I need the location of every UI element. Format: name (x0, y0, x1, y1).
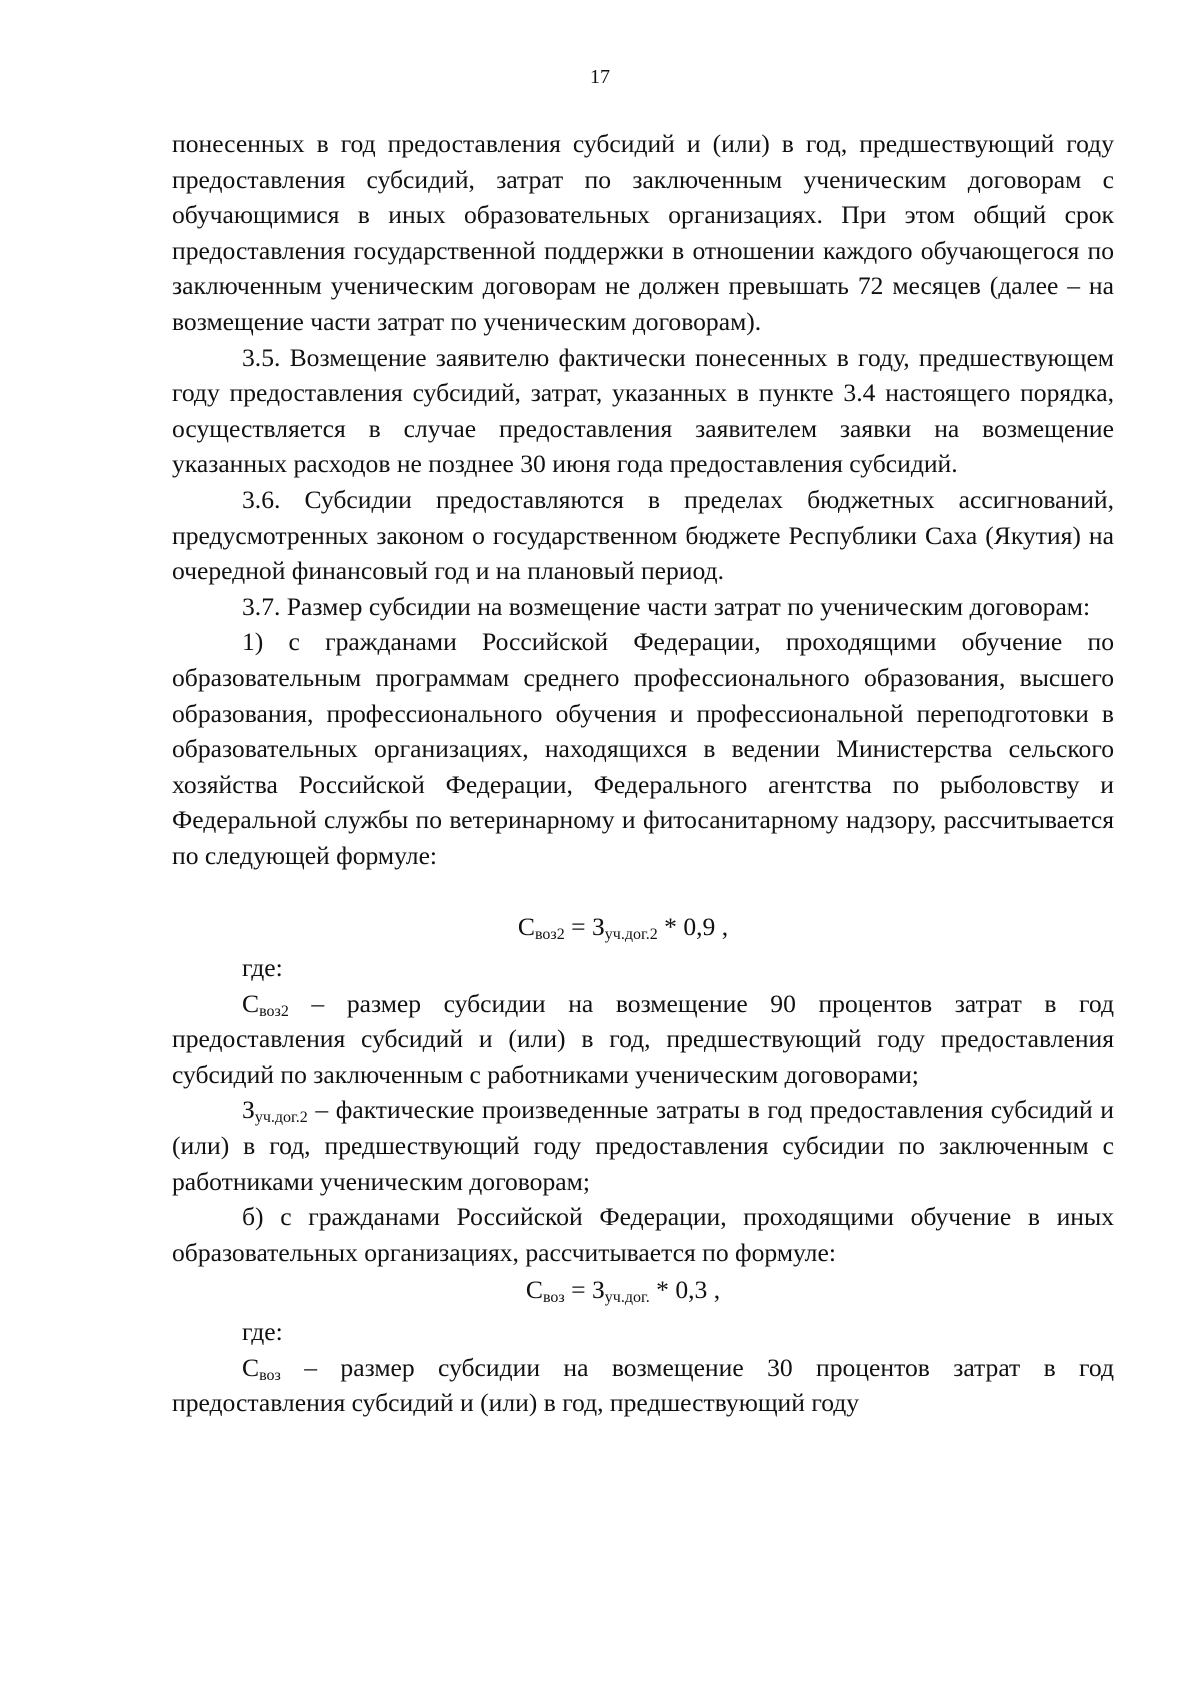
formula-2-c: С (525, 1275, 543, 1305)
formula-2-eq: = (564, 1275, 592, 1305)
formula-2-c-sub: воз (542, 1289, 565, 1307)
page-number: 17 (590, 66, 610, 88)
paragraph-item-1: 1) с гражданами Российской Федерации, проходящими обучение по образовательным программам среднего профессионального образования, высшего образования, профессионального обучения и профессиональной переподготовки в образовательных организациях, находящихся в ведении Министерства сельского хозяйства Российской Федерации, Федерального агентства по рыболовству и Федеральной службы по ветеринарному и фитосанитарному надзору, рассчитывается по следующей формуле: (172, 627, 1114, 870)
formula-2-rest: * 0,3 , (649, 1275, 721, 1305)
def-3-symbol: С (242, 1352, 260, 1382)
def-3-text: – размер субсидии на возмещение 30 процентов затрат в год предоставления субсидий и (или) в год, предшествующий году (172, 1352, 1114, 1418)
definition-z-uch-dog-2 (172, 1092, 1114, 1199)
def-1-text: – размер субсидии на возмещение 90 процентов затрат в год предоставления субсидий и (или) в год, предшествующий году предоставления субсидий по заключенным с работниками ученическим договорами; (172, 988, 1114, 1089)
def-2-text: – фактические произведенные затраты в год предоставления субсидий и (или) в год, предшествующий году предоставления субсидии по заключенным с работниками ученическим договорам; (172, 1095, 1114, 1196)
paragraph-3-7: 3.7. Размер субсидии на возмещение части затрат по ученическим договорам: (242, 591, 1091, 621)
formula-2 (172, 1272, 1114, 1308)
paragraph-continuation: понесенных в год предоставления субсидий и (или) в год, предшествующий году предоставления субсидий, затрат по заключенным ученическим договорам с обучающимися в иных образовательных организациях. При этом общий срок предоставления государственной поддержки в отношении каждого обучающегося по заключенным ученическим договорам не должен превышать 72 месяцев (далее – на возмещение части затрат по ученическим договорам). (172, 129, 1114, 336)
where-label-2: где: (242, 1317, 283, 1346)
formula-1-z-sub: уч.дог.2 (604, 926, 658, 944)
formula-1-c: С (517, 912, 535, 942)
formula-2-z-sub: уч.дог. (604, 1289, 650, 1307)
formula-2-z: З (591, 1275, 605, 1305)
formula-1-z: З (591, 912, 605, 942)
where-label-1: где: (242, 953, 283, 983)
def-1-symbol: С (242, 988, 260, 1018)
formula-1 (172, 909, 1114, 945)
document-body (172, 126, 1114, 1421)
paragraph-3-6: 3.6. Субсидии предоставляются в пределах бюджетных ассигнований, предусмотренных законом о государственном бюджете Республики Саха (Якутия) на очередной финансовый год и на плановый период. (172, 484, 1114, 586)
definition-c-voz2 (172, 986, 1114, 1093)
def-2-symbol: З (242, 1095, 255, 1125)
definition-c-voz (172, 1350, 1114, 1421)
formula-1-c-sub: воз2 (534, 926, 565, 944)
paragraph-item-b: б) с гражданами Российской Федерации, проходящими обучение в иных образовательных организациях, рассчитывается по формуле: (172, 1202, 1114, 1267)
def-3-sub: воз (259, 1366, 281, 1384)
formula-1-eq: = (564, 912, 592, 942)
formula-1-rest: * 0,9 , (657, 912, 729, 942)
paragraph-3-5: 3.5. Возмещение заявителю фактически понесенных в году, предшествующем году предоставления субсидий, затрат, указанных в пункте 3.4 настоящего порядка, осуществляется в случае предоставления заявителем заявки на возмещение указанных расходов не позднее 30 июня года предоставления субсидий. (172, 342, 1114, 479)
def-2-sub: уч.дог.2 (254, 1109, 308, 1127)
def-1-sub: воз2 (259, 1002, 289, 1020)
